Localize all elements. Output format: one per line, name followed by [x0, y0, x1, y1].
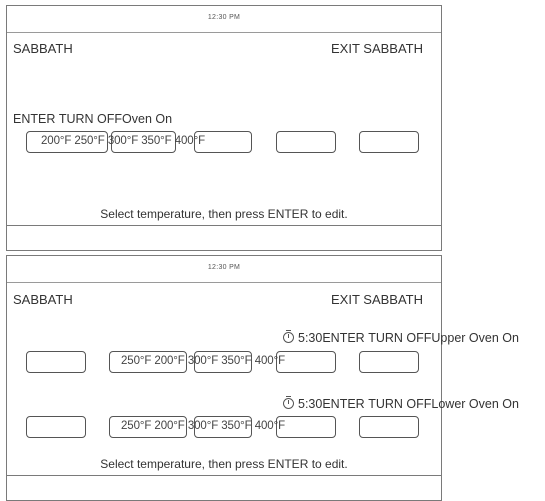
temp-option[interactable]: 300°F: [107, 135, 139, 147]
lower-oven-status-label: Lower Oven On: [431, 397, 519, 411]
footer-bar: [7, 475, 441, 500]
temp-option[interactable]: 350°F: [141, 135, 172, 147]
status-bar: [7, 256, 441, 283]
temp-option[interactable]: 400°F: [254, 355, 285, 367]
mode-title: SABBATH: [13, 292, 73, 307]
oven-controls: [13, 112, 172, 126]
temp-box[interactable]: [276, 351, 336, 373]
upper-oven-status-label: Upper Oven On: [431, 331, 519, 345]
status-bar: [7, 6, 441, 33]
enter-button[interactable]: ENTER: [322, 331, 365, 345]
temp-box[interactable]: [276, 416, 336, 438]
temp-option[interactable]: 300°F: [187, 355, 219, 367]
temp-option[interactable]: 250°F: [121, 355, 152, 367]
sabbath-screen-double-oven: [6, 255, 519, 501]
timer-icon: [283, 398, 294, 409]
hint-text: Select temperature, then press ENTER to edit.: [100, 207, 348, 221]
temp-box[interactable]: [359, 351, 419, 373]
turn-off-button[interactable]: TURN OFF: [368, 397, 432, 411]
oven-status-label: Oven On: [122, 112, 173, 126]
temp-option[interactable]: 400°F: [174, 135, 205, 147]
exit-sabbath-button[interactable]: EXIT SABBATH: [331, 292, 423, 307]
clock: 12:30 PM: [207, 14, 241, 21]
temp-box[interactable]: [276, 131, 336, 153]
upper-temperature-options: [121, 355, 285, 367]
temp-option[interactable]: 350°F: [221, 355, 252, 367]
footer-bar: [7, 225, 441, 250]
timer-icon: [283, 332, 294, 343]
temp-box[interactable]: [26, 351, 86, 373]
exit-sabbath-button[interactable]: EXIT SABBATH: [331, 41, 423, 56]
temperature-options: [41, 135, 205, 147]
temp-option[interactable]: 250°F: [121, 420, 152, 432]
clock: 12:30 PM: [207, 264, 241, 271]
turn-off-button[interactable]: TURN OFF: [368, 331, 432, 345]
enter-button[interactable]: ENTER: [13, 112, 56, 126]
enter-button[interactable]: ENTER: [322, 397, 365, 411]
temp-box[interactable]: [26, 416, 86, 438]
temp-option[interactable]: 350°F: [221, 420, 252, 432]
temp-option[interactable]: 200°F: [154, 355, 185, 367]
sabbath-screen-single-oven: [6, 5, 442, 251]
hint-text: Select temperature, then press ENTER to edit.: [100, 457, 348, 471]
upper-oven-timer: 5:30: [298, 331, 323, 345]
temp-box[interactable]: [359, 131, 419, 153]
temp-option[interactable]: 200°F: [41, 135, 72, 147]
temp-option[interactable]: 400°F: [254, 420, 285, 432]
mode-title: SABBATH: [13, 41, 73, 56]
lower-oven-controls: [283, 397, 519, 411]
temp-option[interactable]: 250°F: [74, 135, 105, 147]
lower-temperature-options: [121, 420, 285, 432]
temp-option[interactable]: 300°F: [187, 420, 219, 432]
temp-option[interactable]: 200°F: [154, 420, 185, 432]
lower-oven-timer: 5:30: [298, 397, 323, 411]
turn-off-button[interactable]: TURN OFF: [58, 112, 123, 126]
temp-box[interactable]: [359, 416, 419, 438]
upper-oven-controls: [283, 331, 519, 345]
